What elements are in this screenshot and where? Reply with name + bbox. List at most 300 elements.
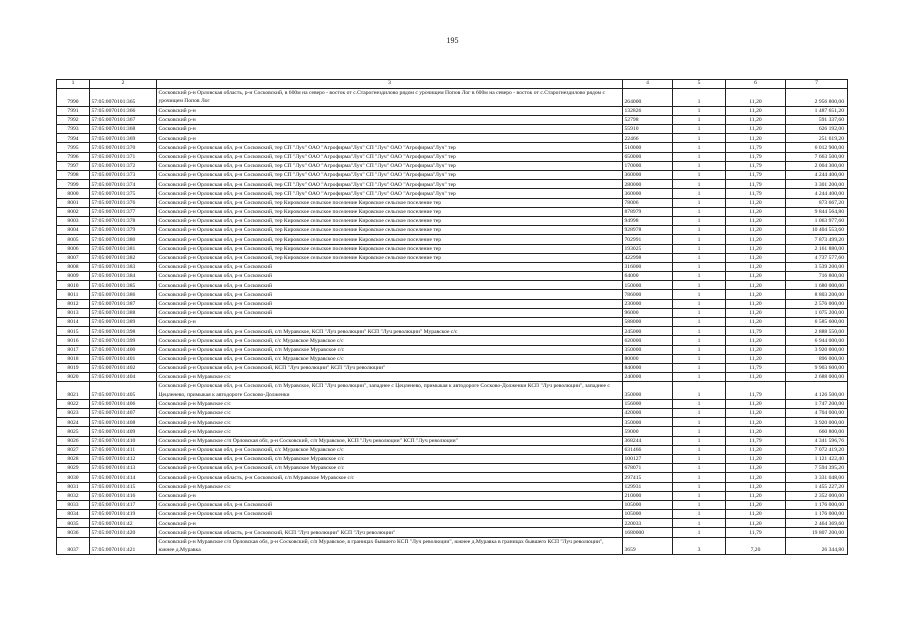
cadastral-value-cell: 4 244 400,00 (786, 189, 848, 198)
table-row (57, 235, 848, 244)
specific-value-cell: 11,20 (726, 262, 786, 271)
table-row (57, 445, 848, 454)
group-cell: 1 (673, 226, 726, 235)
area-cell: 230000 (623, 299, 673, 308)
row-number-cell: 7997 (57, 161, 90, 170)
address-cell: Сосковский р-н Орловская обл, р-н Сосковский, с/с Муравское Муравское с/с (157, 354, 623, 363)
group-cell: 1 (673, 143, 726, 152)
cadastral-number-cell: 57:05:0070101:405 (90, 382, 157, 400)
area-cell: 631466 (623, 445, 673, 454)
cadastral-number-cell: 57:05:0070101:402 (90, 363, 157, 372)
cadastral-number-cell: 57:05:0070101:381 (90, 244, 157, 253)
cadastral-value-cell: 2 888 550,00 (786, 327, 848, 336)
area-cell: 220033 (623, 519, 673, 528)
row-number-cell: 8028 (57, 454, 90, 463)
specific-value-cell: 11,20 (726, 198, 786, 207)
group-cell: 1 (673, 318, 726, 327)
area-cell: 786000 (623, 290, 673, 299)
address-cell: Сосковский р-н Орловская обл, р-н Сосковский (157, 281, 623, 290)
specific-value-cell: 11,79 (726, 143, 786, 152)
cadastral-number-cell: 57:05:0070101:365 (90, 89, 157, 107)
table-row (57, 318, 848, 327)
area-cell: 94998 (623, 216, 673, 225)
row-number-cell: 8013 (57, 308, 90, 317)
area-cell: 360000 (623, 171, 673, 180)
group-cell: 1 (673, 290, 726, 299)
table-row (57, 464, 848, 473)
specific-value-cell: 11,20 (726, 299, 786, 308)
cadastral-value-cell: 591 337,60 (786, 115, 848, 124)
row-number-cell: 8018 (57, 354, 90, 363)
group-cell: 1 (673, 253, 726, 262)
cadastral-value-cell: 1 075 200,00 (786, 308, 848, 317)
area-cell: 64000 (623, 272, 673, 281)
address-cell: Сосковский р-н Муравское с/с (157, 399, 623, 408)
area-cell: 350000 (623, 345, 673, 354)
cadastral-number-cell: 57:05:0070101:417 (90, 500, 157, 509)
address-cell: Сосковский р-н Орловская обл, р-н Сосковский (157, 262, 623, 271)
table-row (57, 253, 848, 262)
cadastral-number-cell: 57:05:0070101:388 (90, 308, 157, 317)
specific-value-cell: 11,20 (726, 345, 786, 354)
group-cell: 1 (673, 327, 726, 336)
group-cell: 1 (673, 272, 726, 281)
area-cell: 840000 (623, 363, 673, 372)
group-cell: 1 (673, 152, 726, 161)
specific-value-cell: 11,79 (726, 189, 786, 198)
address-cell: Сосковский р-н Орловская обл, р-н Сосковский, тер Кировское сельское поселение Кировское сельское поселение тер (157, 244, 623, 253)
row-number-cell: 8016 (57, 336, 90, 345)
cadastral-number-cell: 57:05:0070101:407 (90, 409, 157, 418)
area-cell: 52798 (623, 115, 673, 124)
cadastral-number-cell: 57:05:0070101:386 (90, 290, 157, 299)
row-number-cell: 8024 (57, 418, 90, 427)
area-cell: 129931 (623, 482, 673, 491)
area-cell: 100127 (623, 454, 673, 463)
cadastral-value-cell: 3 920 000,00 (786, 345, 848, 354)
address-cell: Сосковский р-н Муравское с/с (157, 409, 623, 418)
address-cell: Сосковский р-н Орловская обл, р-н Сосковский, тер Кировское сельское поселение Кировское сельское поселение тер (157, 198, 623, 207)
address-cell: Сосковский р-н Орловская обл, р-н Сосковский, тер СП "Луч" ОАО "Агрофирма"Луч" СП "Луч" ОАО "Агрофирма"Луч" тер (157, 189, 623, 198)
area-cell: 316000 (623, 262, 673, 271)
table-row (57, 143, 848, 152)
cadastral-value-cell: 1 747 200,00 (786, 399, 848, 408)
specific-value-cell: 11,20 (726, 427, 786, 436)
header-col-1: 1 (57, 80, 90, 89)
row-number-cell: 8037 (57, 537, 90, 555)
cadastral-value-cell: 1 121 422,40 (786, 454, 848, 463)
cadastral-value-cell: 26 344,80 (786, 537, 848, 555)
header-col-2: 2 (90, 80, 157, 89)
group-cell: 1 (673, 454, 726, 463)
row-number-cell: 8015 (57, 327, 90, 336)
address-cell: Сосковский р-н Орловская обл, р-н Сосковский (157, 299, 623, 308)
cadastral-value-cell: 7 072 419,20 (786, 445, 848, 454)
area-cell: 170000 (623, 161, 673, 170)
row-number-cell: 8036 (57, 528, 90, 537)
table-row (57, 207, 848, 216)
cadastral-number-cell: 57:05:0070101:387 (90, 299, 157, 308)
table-row (57, 327, 848, 336)
group-cell: 1 (673, 171, 726, 180)
group-cell: 3 (673, 537, 726, 555)
table-row (57, 519, 848, 528)
address-cell: Сосковский р-н Муравское с/п Орловская обл, р-н Сосковский, с/п Муравское, КСП "Луч революции" КСП "Луч революции" (157, 436, 623, 445)
cadastral-value-cell: 2 956 800,00 (786, 89, 848, 107)
cadastral-number-cell: 57:05:0070101:398 (90, 327, 157, 336)
cadastral-value-cell: 7 594 395,20 (786, 464, 848, 473)
area-cell: 193025 (623, 244, 673, 253)
area-cell: 350000 (623, 418, 673, 427)
group-cell: 1 (673, 345, 726, 354)
cadastral-value-cell: 1 176 000,00 (786, 500, 848, 509)
cadastral-number-cell: 57:05:0070101:385 (90, 281, 157, 290)
row-number-cell: 8023 (57, 409, 90, 418)
cadastral-value-cell: 626 192,00 (786, 125, 848, 134)
area-cell: 702991 (623, 235, 673, 244)
cadastral-value-table (56, 79, 848, 555)
area-cell: 620000 (623, 336, 673, 345)
cadastral-value-cell: 4 737 577,60 (786, 253, 848, 262)
table-row (57, 161, 848, 170)
group-cell: 1 (673, 500, 726, 509)
table-row (57, 262, 848, 271)
cadastral-value-cell: 6 944 000,00 (786, 336, 848, 345)
row-number-cell: 7991 (57, 106, 90, 115)
address-cell: Сосковский р-н Орловская обл, р-н Сосковский, тер Кировское сельское поселение Кировское сельское поселение тер (157, 235, 623, 244)
specific-value-cell: 11,20 (726, 336, 786, 345)
group-cell: 1 (673, 115, 726, 124)
cadastral-number-cell: 57:05:0070101:377 (90, 207, 157, 216)
specific-value-cell: 11,20 (726, 399, 786, 408)
address-cell: Сосковский р-н Орловская обл, р-н Сосковский, с/с Муравское Муравское с/с (157, 336, 623, 345)
area-cell: 360000 (623, 189, 673, 198)
group-cell: 1 (673, 445, 726, 454)
address-cell: Сосковский р-н (157, 519, 623, 528)
cadastral-value-cell: 3 331 048,00 (786, 473, 848, 482)
specific-value-cell: 11,79 (726, 327, 786, 336)
address-cell: Сосковский р-н (157, 318, 623, 327)
area-cell: 878979 (623, 207, 673, 216)
table-body (57, 89, 848, 555)
row-number-cell: 8025 (57, 427, 90, 436)
row-number-cell: 8005 (57, 235, 90, 244)
area-cell: 420000 (623, 409, 673, 418)
specific-value-cell: 11,20 (726, 253, 786, 262)
specific-value-cell: 11,20 (726, 354, 786, 363)
area-cell: 588000 (623, 318, 673, 327)
table-row (57, 418, 848, 427)
address-cell: Сосковский р-н Орловская обл, р-н Сосковский (157, 510, 623, 519)
table-row (57, 308, 848, 317)
table-row (57, 382, 848, 400)
cadastral-value-cell: 7 873 499,20 (786, 235, 848, 244)
cadastral-number-cell: 57:05:0070101:412 (90, 454, 157, 463)
address-cell: Сосковский р-н (157, 106, 623, 115)
area-cell: 210000 (623, 491, 673, 500)
address-cell: Сосковский р-н Орловская обл, р-н Сосковский (157, 500, 623, 509)
group-cell: 1 (673, 134, 726, 143)
area-cell: 245000 (623, 327, 673, 336)
row-number-cell: 8002 (57, 207, 90, 216)
cadastral-value-cell: 3 539 200,00 (786, 262, 848, 271)
address-cell: Сосковский р-н Муравское с/с (157, 418, 623, 427)
address-cell: Сосковский р-н Орловская обл, р-н Сосковский, тер Кировское сельское поселение Кировское сельское поселение тер (157, 226, 623, 235)
cadastral-number-cell: 57:05:0070101:367 (90, 115, 157, 124)
row-number-cell: 8035 (57, 519, 90, 528)
area-cell: 3659 (623, 537, 673, 555)
address-cell: Сосковский р-н Орловская обл, р-н Сосковский, с/п Муравское Муравское с/с (157, 454, 623, 463)
cadastral-value-cell: 873 667,20 (786, 198, 848, 207)
table-row (57, 491, 848, 500)
specific-value-cell: 11,20 (726, 89, 786, 107)
specific-value-cell: 11,20 (726, 418, 786, 427)
area-cell: 105000 (623, 510, 673, 519)
area-cell: 422998 (623, 253, 673, 262)
specific-value-cell: 11,20 (726, 125, 786, 134)
cadastral-value-cell: 7 663 500,00 (786, 152, 848, 161)
cadastral-value-cell: 1 176 000,00 (786, 510, 848, 519)
cadastral-number-cell: 57:05:0070101:379 (90, 226, 157, 235)
cadastral-number-cell: 57:05:0070101:400 (90, 345, 157, 354)
row-number-cell: 8010 (57, 281, 90, 290)
group-cell: 1 (673, 244, 726, 253)
header-col-6: 6 (726, 80, 786, 89)
group-cell: 1 (673, 161, 726, 170)
cadastral-number-cell: 57:05:0070101:373 (90, 171, 157, 180)
table-row (57, 216, 848, 225)
address-cell: Сосковский р-н Орловская обл, р-н Сосковский, КСП "Луч революции" КСП "Луч революции" (157, 363, 623, 372)
cadastral-number-cell: 57:05:0070101:369 (90, 134, 157, 143)
row-number-cell: 7998 (57, 171, 90, 180)
cadastral-number-cell: 57:05:0070101:414 (90, 473, 157, 482)
row-number-cell: 8020 (57, 373, 90, 382)
cadastral-number-cell: 57:05:0070101:372 (90, 161, 157, 170)
group-cell: 1 (673, 482, 726, 491)
group-cell: 1 (673, 216, 726, 225)
cadastral-number-cell: 57:05:0070101:416 (90, 491, 157, 500)
specific-value-cell: 11,20 (726, 445, 786, 454)
cadastral-number-cell: 57:05:0070101:415 (90, 482, 157, 491)
cadastral-value-cell: 2 688 000,00 (786, 373, 848, 382)
address-cell: Сосковский р-н Орловская обл, р-н Сосковский (157, 308, 623, 317)
group-cell: 1 (673, 308, 726, 317)
table-row (57, 482, 848, 491)
address-cell: Сосковский р-н (157, 491, 623, 500)
table-row (57, 106, 848, 115)
row-number-cell: 7994 (57, 134, 90, 143)
table-row (57, 125, 848, 134)
area-cell: 678071 (623, 464, 673, 473)
cadastral-number-cell: 57:05:0070101:411 (90, 445, 157, 454)
group-cell: 1 (673, 198, 726, 207)
group-cell: 1 (673, 299, 726, 308)
cadastral-value-cell: 10 404 553,60 (786, 226, 848, 235)
specific-value-cell: 11,20 (726, 510, 786, 519)
address-cell: Сосковский р-н Орловская обл, р-н Сосковский, тер СП "Луч" ОАО "Агрофирма"Луч" СП "Луч" ОАО "Агрофирма"Луч" тер (157, 171, 623, 180)
area-cell: 650000 (623, 152, 673, 161)
specific-value-cell: 11,20 (726, 134, 786, 143)
specific-value-cell: 11,20 (726, 500, 786, 509)
table-row (57, 345, 848, 354)
area-cell: 928978 (623, 226, 673, 235)
cadastral-value-cell: 660 800,00 (786, 427, 848, 436)
row-number-cell: 8012 (57, 299, 90, 308)
cadastral-value-cell: 4 244 400,00 (786, 171, 848, 180)
specific-value-cell: 11,79 (726, 528, 786, 537)
cadastral-value-cell: 716 800,00 (786, 272, 848, 281)
address-cell: Сосковский р-н Муравское с/с (157, 482, 623, 491)
cadastral-value-cell: 2 576 000,00 (786, 299, 848, 308)
cadastral-number-cell: 57:05:0070101:421 (90, 537, 157, 555)
group-cell: 1 (673, 464, 726, 473)
cadastral-value-cell: 9 844 564,80 (786, 207, 848, 216)
row-number-cell: 8001 (57, 198, 90, 207)
specific-value-cell: 11,20 (726, 473, 786, 482)
row-number-cell: 7999 (57, 180, 90, 189)
table-row (57, 226, 848, 235)
table-row (57, 510, 848, 519)
cadastral-value-cell: 6 012 900,00 (786, 143, 848, 152)
group-cell: 1 (673, 281, 726, 290)
cadastral-number-cell: 57:05:0070101:375 (90, 189, 157, 198)
specific-value-cell: 11,20 (726, 491, 786, 500)
area-cell: 280000 (623, 180, 673, 189)
cadastral-value-cell: 1 487 651,20 (786, 106, 848, 115)
group-cell: 1 (673, 235, 726, 244)
table-row (57, 180, 848, 189)
specific-value-cell: 11,20 (726, 290, 786, 299)
specific-value-cell: 11,79 (726, 382, 786, 400)
specific-value-cell: 11,20 (726, 409, 786, 418)
table-row (57, 336, 848, 345)
specific-value-cell: 11,20 (726, 115, 786, 124)
specific-value-cell: 11,20 (726, 454, 786, 463)
cadastral-value-cell: 2 161 880,00 (786, 244, 848, 253)
row-number-cell: 8009 (57, 272, 90, 281)
cadastral-number-cell: 57:05:0070101:370 (90, 143, 157, 152)
table-row (57, 399, 848, 408)
specific-value-cell: 11,79 (726, 436, 786, 445)
table-row (57, 427, 848, 436)
row-number-cell: 8004 (57, 226, 90, 235)
header-col-5: 5 (673, 80, 726, 89)
table-row (57, 537, 848, 555)
cadastral-number-cell: 57:05:0070101:368 (90, 125, 157, 134)
row-number-cell: 8014 (57, 318, 90, 327)
group-cell: 1 (673, 106, 726, 115)
area-cell: 297415 (623, 473, 673, 482)
cadastral-number-cell: 57:05:0070101:374 (90, 180, 157, 189)
area-cell: 80000 (623, 354, 673, 363)
cadastral-number-cell: 57:05:0070101:382 (90, 253, 157, 262)
specific-value-cell: 11,20 (726, 235, 786, 244)
address-cell: Сосковский р-н Муравское с/п Орловская обл, р-н Сосковский, с/п Муравское, в границах бывшего КСП "Луч революции", южнее д.Муравка в границах бывшего КСП "Луч революции", южнее д.Муравка (157, 537, 623, 555)
cadastral-number-cell: 57:05:0070101:42 (90, 519, 157, 528)
group-cell: 1 (673, 436, 726, 445)
cadastral-number-cell: 57:05:0070101:380 (90, 235, 157, 244)
row-number-cell: 8000 (57, 189, 90, 198)
cadastral-value-cell: 2 352 000,00 (786, 491, 848, 500)
cadastral-number-cell: 57:05:0070101:409 (90, 427, 157, 436)
area-cell: 105000 (623, 500, 673, 509)
group-cell: 1 (673, 336, 726, 345)
row-number-cell: 8007 (57, 253, 90, 262)
row-number-cell: 8030 (57, 473, 90, 482)
table-row (57, 299, 848, 308)
specific-value-cell: 11,20 (726, 281, 786, 290)
row-number-cell: 8033 (57, 500, 90, 509)
area-cell: 59000 (623, 427, 673, 436)
address-cell: Сосковский р-н Орловская обл, р-н Сосковский, с/с Муравское Муравское с/с (157, 445, 623, 454)
address-cell: Сосковский р-н (157, 115, 623, 124)
cadastral-number-cell: 57:05:0070101:399 (90, 336, 157, 345)
group-cell: 1 (673, 363, 726, 372)
row-number-cell: 8027 (57, 445, 90, 454)
cadastral-value-cell: 2 004 300,00 (786, 161, 848, 170)
table-header-row (57, 80, 848, 89)
group-cell: 1 (673, 418, 726, 427)
area-cell: 350000 (623, 382, 673, 400)
specific-value-cell: 11,79 (726, 180, 786, 189)
row-number-cell: 8003 (57, 216, 90, 225)
table-row (57, 134, 848, 143)
table-row (57, 354, 848, 363)
cadastral-value-cell: 8 803 200,00 (786, 290, 848, 299)
address-cell: Сосковский р-н Орловская обл, р-н Сосковский, тер СП "Луч" ОАО "Агрофирма"Луч" СП "Луч" ОАО "Агрофирма"Луч" тер (157, 180, 623, 189)
row-number-cell: 8019 (57, 363, 90, 372)
group-cell: 1 (673, 180, 726, 189)
group-cell: 1 (673, 510, 726, 519)
table-row (57, 500, 848, 509)
group-cell: 1 (673, 189, 726, 198)
table-row (57, 528, 848, 537)
cadastral-value-cell: 6 585 600,00 (786, 318, 848, 327)
row-number-cell: 8022 (57, 399, 90, 408)
group-cell: 1 (673, 491, 726, 500)
table-row (57, 373, 848, 382)
row-number-cell: 8021 (57, 382, 90, 400)
specific-value-cell: 11,20 (726, 226, 786, 235)
table-row (57, 89, 848, 107)
cadastral-value-cell: 1 455 227,20 (786, 482, 848, 491)
cadastral-value-cell: 4 704 000,00 (786, 409, 848, 418)
address-cell: Сосковский р-н Орловская обл, р-н Сосковский (157, 272, 623, 281)
row-number-cell: 8008 (57, 262, 90, 271)
area-cell: 132826 (623, 106, 673, 115)
row-number-cell: 8029 (57, 464, 90, 473)
specific-value-cell: 11,20 (726, 519, 786, 528)
address-cell: Сосковский р-н Орловская область, р-н Сосковский, в 600м на северо - восток от с.Старогнездилово рядом с урочищем Попов Лог в 600м на северо - восток от с.Старогнездилово рядом с урочищем Попов Лог (157, 89, 623, 107)
header-col-4: 4 (623, 80, 673, 89)
row-number-cell: 8026 (57, 436, 90, 445)
address-cell: Сосковский р-н Орловская обл, р-н Сосковский, с/п Муравское, КСП "Луч революции", западнее с Цецленево, примыкая к автодороге Сосково-Долженки КСП "Луч революции", западнее с Цецленево, примыкая к автодороге Сосково-Долженки (157, 382, 623, 400)
row-number-cell: 8011 (57, 290, 90, 299)
specific-value-cell: 11,20 (726, 318, 786, 327)
area-cell: 240000 (623, 373, 673, 382)
address-cell: Сосковский р-н Орловская обл, р-н Сосковский, тер СП "Луч" ОАО "Агрофирма"Луч" СП "Луч" ОАО "Агрофирма"Луч" тер (157, 143, 623, 152)
group-cell: 1 (673, 354, 726, 363)
specific-value-cell: 11,20 (726, 482, 786, 491)
header-col-7: 7 (786, 80, 848, 89)
page-number: 195 (446, 36, 459, 45)
table-row (57, 171, 848, 180)
cadastral-value-cell: 251 619,20 (786, 134, 848, 143)
group-cell: 1 (673, 528, 726, 537)
specific-value-cell: 11,20 (726, 464, 786, 473)
area-cell: 78006 (623, 198, 673, 207)
cadastral-number-cell: 57:05:0070101:408 (90, 418, 157, 427)
